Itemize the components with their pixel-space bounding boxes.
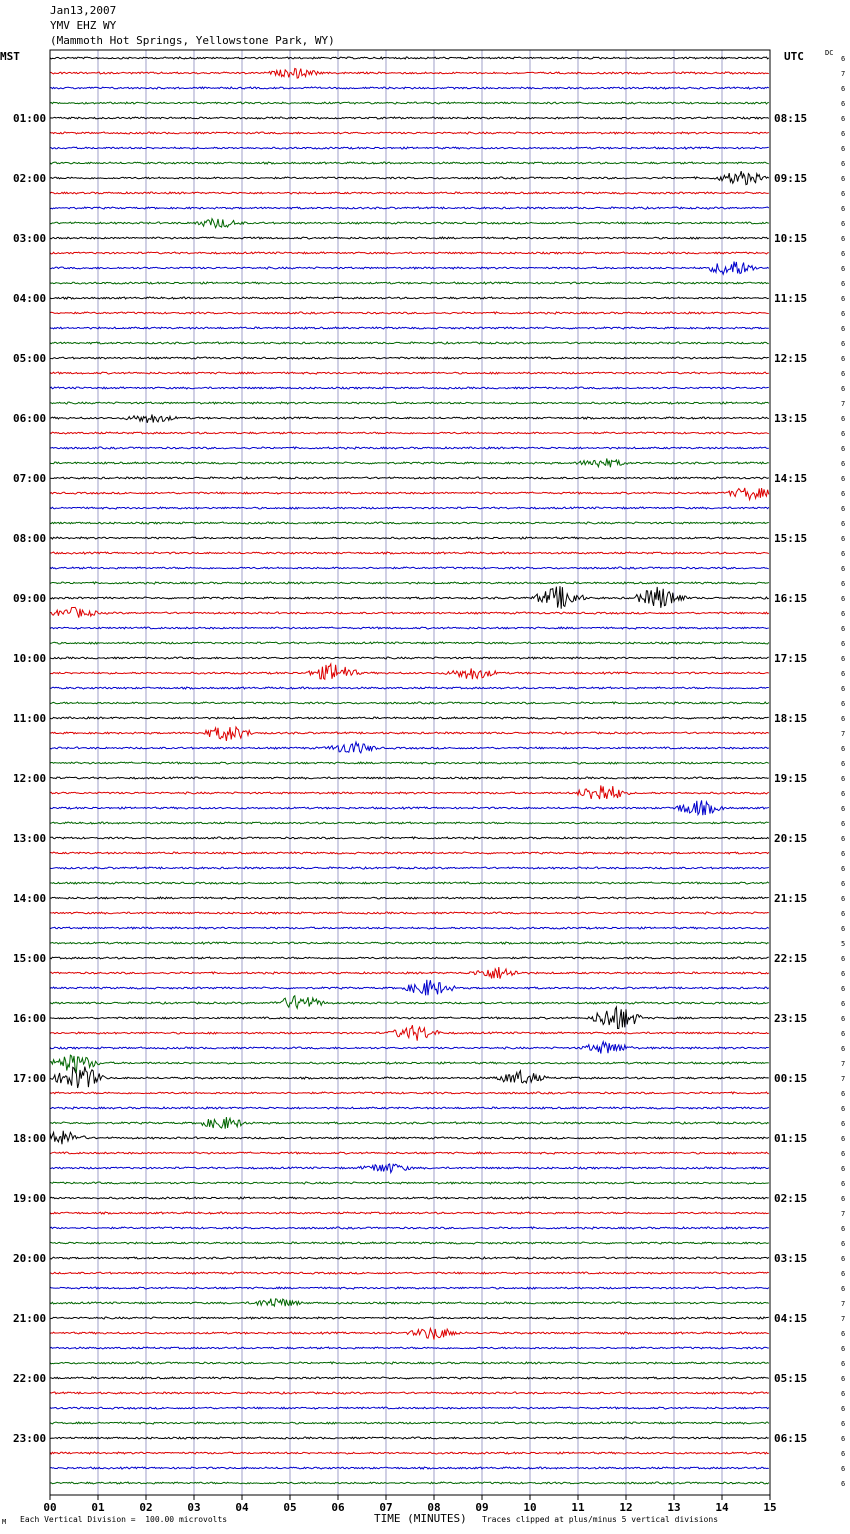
dc-value: 6	[841, 865, 846, 873]
seismic-trace-row	[50, 447, 769, 449]
dc-value: 6	[841, 805, 846, 813]
dc-value: 6	[841, 610, 846, 618]
dc-value: 6	[841, 640, 846, 648]
dc-value: 6	[841, 190, 846, 198]
dc-value: 6	[841, 1405, 846, 1413]
seismic-trace-row	[50, 1067, 769, 1088]
utc-hour-label: 03:15	[774, 1252, 808, 1265]
seismic-trace-row	[50, 522, 769, 524]
seismic-trace-row	[50, 262, 769, 275]
mst-hour-label: 07:00	[13, 472, 47, 485]
dc-value: 6	[841, 655, 846, 663]
dc-value: 6	[841, 1165, 846, 1173]
station-name: YMV EHZ WY	[50, 19, 117, 32]
dc-value: 6	[841, 595, 846, 603]
seismic-trace-row	[50, 207, 769, 209]
seismic-trace-row	[50, 1025, 769, 1040]
seismic-trace-row	[50, 837, 769, 839]
seismic-trace-row	[50, 942, 769, 944]
utc-hour-label: 05:15	[774, 1372, 808, 1385]
seismic-trace-row	[50, 1117, 769, 1129]
dc-value: 6	[841, 670, 846, 678]
dc-value: 6	[841, 205, 846, 213]
mst-hour-label: 01:00	[13, 112, 47, 125]
mst-hour-label: 18:00	[13, 1132, 47, 1145]
dc-value: 6	[841, 430, 846, 438]
dc-value: 6	[841, 1240, 846, 1248]
dc-value: 6	[841, 850, 846, 858]
dc-value: 6	[841, 910, 846, 918]
dc-value: 6	[841, 790, 846, 798]
dc-value: 6	[841, 370, 846, 378]
dc-value: 6	[841, 145, 846, 153]
seismic-trace-row	[50, 117, 769, 119]
seismic-trace-row	[50, 402, 769, 404]
dc-value: 6	[841, 985, 846, 993]
utc-hour-label: 23:15	[774, 1012, 808, 1025]
seismic-trace-row	[50, 171, 769, 185]
seismic-trace-row	[50, 1242, 769, 1244]
seismic-trace-row	[50, 742, 769, 753]
seismic-trace-row	[50, 1164, 769, 1173]
x-tick-label: 00	[43, 1501, 57, 1514]
clip-note: Traces clipped at plus/minus 5 vertical divisions	[482, 1515, 719, 1524]
dc-value: 5	[841, 940, 846, 948]
dc-value: 6	[841, 1225, 846, 1233]
seismic-trace-row	[50, 252, 769, 254]
mst-hour-label: 05:00	[13, 352, 47, 365]
seismic-trace-row	[50, 657, 769, 659]
seismic-trace-row	[50, 717, 769, 719]
seismic-trace-row	[50, 1299, 769, 1307]
seismic-trace-row	[50, 852, 769, 854]
dc-value: 6	[841, 310, 846, 318]
x-tick-label: 01	[91, 1501, 105, 1514]
seismic-trace-row	[50, 867, 769, 869]
x-tick-label: 09	[475, 1501, 489, 1514]
dc-value: 6	[841, 1375, 846, 1383]
utc-hour-label: 19:15	[774, 772, 808, 785]
seismic-trace-row	[50, 1197, 769, 1199]
dc-value: 6	[841, 895, 846, 903]
dc-value: 6	[841, 775, 846, 783]
mst-hour-label: 10:00	[13, 652, 47, 665]
dc-value: 6	[841, 715, 846, 723]
dc-value: 6	[841, 1000, 846, 1008]
seismic-trace-row	[50, 372, 769, 374]
dc-value: 6	[841, 355, 846, 363]
seismic-trace-row	[50, 664, 769, 679]
mst-hour-label: 04:00	[13, 292, 47, 305]
dc-value: 6	[841, 1480, 846, 1488]
seismic-trace-row	[50, 1042, 769, 1054]
seismic-trace-row	[50, 1482, 769, 1484]
x-tick-label: 05	[283, 1501, 297, 1514]
dc-value: 7	[841, 1300, 846, 1308]
seismic-trace-row	[50, 219, 769, 228]
dc-value: 7	[841, 70, 846, 78]
seismic-trace-row	[50, 1347, 769, 1349]
utc-hour-label: 20:15	[774, 832, 808, 845]
dc-value: 6	[841, 1015, 846, 1023]
seismic-trace-row	[50, 132, 769, 134]
dc-value: 6	[841, 460, 846, 468]
seismic-trace-row	[50, 1131, 769, 1145]
seismic-trace-row	[50, 897, 769, 899]
dc-value: 7	[841, 400, 846, 408]
seismic-trace-row	[50, 357, 769, 359]
seismic-trace-row	[50, 627, 769, 629]
seismic-trace-row	[50, 68, 769, 78]
x-tick-label: 06	[331, 1501, 345, 1514]
dc-value: 6	[841, 685, 846, 693]
seismic-trace-row	[50, 432, 769, 434]
dc-value: 6	[841, 1360, 846, 1368]
dc-value: 6	[841, 700, 846, 708]
mst-hour-label: 17:00	[13, 1072, 47, 1085]
x-tick-label: 15	[763, 1501, 777, 1514]
dc-value: 6	[841, 445, 846, 453]
dc-value: 6	[841, 580, 846, 588]
seismic-trace-row	[50, 1272, 769, 1274]
dc-value: 6	[841, 100, 846, 108]
seismic-trace-row	[50, 687, 769, 689]
dc-value: 6	[841, 1150, 846, 1158]
mst-axis-title: MST	[0, 50, 20, 63]
dc-value: 7	[841, 1315, 846, 1323]
seismic-trace-row	[50, 607, 769, 617]
seismic-trace-row	[50, 552, 769, 554]
mst-hour-label: 20:00	[13, 1252, 47, 1265]
dc-value: 6	[841, 520, 846, 528]
dc-value: 6	[841, 1180, 846, 1188]
dc-value: 6	[841, 745, 846, 753]
seismic-trace-row	[50, 477, 769, 479]
utc-hour-label: 21:15	[774, 892, 808, 905]
utc-hour-label: 02:15	[774, 1192, 808, 1205]
mst-hour-label: 16:00	[13, 1012, 47, 1025]
seismic-trace-row	[50, 642, 769, 644]
seismic-traces	[50, 57, 769, 1484]
mst-hour-label: 09:00	[13, 592, 47, 605]
seismic-trace-row	[50, 162, 769, 164]
seismic-trace-row	[50, 537, 769, 539]
seismic-trace-row	[50, 967, 769, 979]
mst-hour-label: 08:00	[13, 532, 47, 545]
dc-label: DC	[825, 49, 834, 57]
seismic-trace-row	[50, 147, 769, 149]
scale-note: Each Vertical Division = 100.00 microvolts	[20, 1515, 228, 1524]
station-location: (Mammoth Hot Springs, Yellowstone Park, WY)	[50, 34, 335, 47]
x-axis-label: TIME (MINUTES)	[374, 1512, 467, 1525]
mst-hour-label: 12:00	[13, 772, 47, 785]
dc-value: 6	[841, 820, 846, 828]
utc-hour-label: 22:15	[774, 952, 808, 965]
seismic-trace-row	[50, 567, 769, 569]
seismic-trace-row	[50, 87, 769, 89]
dc-value: 7	[841, 730, 846, 738]
dc-value: 6	[841, 475, 846, 483]
seismic-trace-row	[50, 822, 769, 824]
seismic-trace-row	[50, 102, 769, 104]
dc-value: 6	[841, 1450, 846, 1458]
x-tick-label: 07	[379, 1501, 393, 1514]
seismic-trace-row	[50, 727, 769, 741]
dc-value: 6	[841, 1135, 846, 1143]
seismic-trace-row	[50, 297, 769, 299]
seismic-trace-row	[50, 1212, 769, 1214]
x-tick-label: 14	[715, 1501, 729, 1514]
dc-value: 7	[841, 1060, 846, 1068]
dc-value: 6	[841, 385, 846, 393]
mst-hour-label: 13:00	[13, 832, 47, 845]
utc-hour-label: 00:15	[774, 1072, 808, 1085]
dc-value: 6	[841, 1435, 846, 1443]
x-tick-label: 11	[571, 1501, 585, 1514]
dc-value: 6	[841, 415, 846, 423]
utc-hour-label: 09:15	[774, 172, 808, 185]
seismic-trace-row	[50, 1055, 769, 1072]
corner-mark: M	[2, 1518, 7, 1526]
dc-value: 7	[841, 1210, 846, 1218]
dc-value: 6	[841, 565, 846, 573]
dc-value: 6	[841, 1105, 846, 1113]
dc-value: 6	[841, 325, 846, 333]
utc-hour-label: 04:15	[774, 1312, 808, 1325]
seismic-trace-row	[50, 1317, 769, 1319]
dc-value: 6	[841, 1330, 846, 1338]
mst-hour-label: 15:00	[13, 952, 47, 965]
seismic-trace-row	[50, 1257, 769, 1259]
seismic-trace-row	[50, 777, 769, 779]
seismic-trace-row	[50, 1392, 769, 1394]
dc-value: 6	[841, 235, 846, 243]
dc-value: 6	[841, 1270, 846, 1278]
seismic-trace-row	[50, 980, 769, 996]
mst-hour-label: 21:00	[13, 1312, 47, 1325]
dc-value: 6	[841, 550, 846, 558]
utc-hour-label: 11:15	[774, 292, 808, 305]
seismic-trace-row	[50, 192, 769, 194]
dc-value: 6	[841, 1345, 846, 1353]
seismic-trace-row	[50, 882, 769, 884]
dc-value: 6	[841, 505, 846, 513]
dc-value: 6	[841, 340, 846, 348]
mst-hour-label: 06:00	[13, 412, 47, 425]
dc-value: 6	[841, 1390, 846, 1398]
seismic-trace-row	[50, 57, 769, 59]
x-tick-label: 12	[619, 1501, 633, 1514]
mst-hour-label: 14:00	[13, 892, 47, 905]
dc-value: 6	[841, 250, 846, 258]
seismic-trace-row	[50, 312, 769, 314]
utc-hour-label: 06:15	[774, 1432, 808, 1445]
seismic-trace-row	[50, 387, 769, 389]
dc-value: 6	[841, 835, 846, 843]
x-tick-label: 10	[523, 1501, 537, 1514]
seismic-trace-row	[50, 957, 769, 959]
seismic-trace-row	[50, 1182, 769, 1184]
dc-value: 6	[841, 265, 846, 273]
utc-axis-title: UTC	[784, 50, 804, 63]
utc-hour-label: 18:15	[774, 712, 808, 725]
mst-hour-label: 02:00	[13, 172, 47, 185]
dc-value: 6	[841, 880, 846, 888]
dc-value: 6	[841, 1255, 846, 1263]
dc-value: 6	[841, 1090, 846, 1098]
seismic-trace-row	[50, 342, 769, 344]
seismic-trace-row	[50, 1377, 769, 1379]
x-tick-label: 08	[427, 1501, 441, 1514]
seismic-trace-row	[50, 1452, 769, 1454]
seismic-trace-row	[50, 1287, 769, 1289]
utc-hour-label: 15:15	[774, 532, 808, 545]
dc-value: 6	[841, 490, 846, 498]
seismic-trace-row	[50, 237, 769, 239]
seismic-trace-row	[50, 586, 769, 609]
seismic-trace-row	[50, 507, 769, 509]
seismic-trace-row	[50, 327, 769, 329]
seismic-trace-row	[50, 912, 769, 914]
seismic-trace-row	[50, 785, 769, 799]
utc-hour-label: 10:15	[774, 232, 808, 245]
dc-value: 6	[841, 760, 846, 768]
dc-value: 6	[841, 1030, 846, 1038]
plot-date: Jan13,2007	[50, 4, 117, 17]
seismic-trace-row	[50, 582, 769, 584]
x-tick-label: 03	[187, 1501, 201, 1514]
seismic-trace-row	[50, 414, 769, 422]
x-tick-label: 04	[235, 1501, 249, 1514]
dc-value: 6	[841, 55, 846, 63]
seismic-trace-row	[50, 488, 769, 500]
dc-value: 6	[841, 220, 846, 228]
dc-value: 6	[841, 625, 846, 633]
dc-value: 6	[841, 925, 846, 933]
dc-value: 6	[841, 295, 846, 303]
seismic-trace-row	[50, 1362, 769, 1364]
seismic-trace-row	[50, 1422, 769, 1424]
dc-value: 6	[841, 1120, 846, 1128]
utc-hour-label: 16:15	[774, 592, 808, 605]
seismic-trace-row	[50, 800, 769, 815]
utc-hour-label: 01:15	[774, 1132, 808, 1145]
seismic-trace-row	[50, 1007, 769, 1029]
seismic-trace-row	[50, 458, 769, 467]
mst-hour-label: 03:00	[13, 232, 47, 245]
seismic-trace-row	[50, 1092, 769, 1094]
seismic-trace-row	[50, 1107, 769, 1109]
dc-value: 6	[841, 130, 846, 138]
seismic-trace-row	[50, 1328, 769, 1339]
dc-value: 6	[841, 955, 846, 963]
seismic-trace-row	[50, 927, 769, 929]
mst-hour-label: 22:00	[13, 1372, 47, 1385]
seismic-trace-row	[50, 282, 769, 284]
axis-labels	[13, 55, 845, 1514]
dc-value: 6	[841, 115, 846, 123]
dc-value: 6	[841, 535, 846, 543]
dc-value: 6	[841, 1285, 846, 1293]
seismic-trace-row	[50, 1467, 769, 1469]
dc-value: 6	[841, 280, 846, 288]
dc-value: 6	[841, 175, 846, 183]
utc-hour-label: 12:15	[774, 352, 808, 365]
dc-value: 6	[841, 85, 846, 93]
utc-hour-label: 14:15	[774, 472, 808, 485]
x-tick-label: 02	[139, 1501, 153, 1514]
dc-value: 7	[841, 1075, 846, 1083]
dc-value: 6	[841, 1420, 846, 1428]
utc-hour-label: 13:15	[774, 412, 808, 425]
seismic-trace-row	[50, 996, 769, 1009]
dc-value: 6	[841, 160, 846, 168]
mst-hour-label: 11:00	[13, 712, 47, 725]
seismic-trace-row	[50, 762, 769, 764]
seismic-trace-row	[50, 1227, 769, 1229]
dc-value: 6	[841, 1045, 846, 1053]
mst-hour-label: 23:00	[13, 1432, 47, 1445]
utc-hour-label: 08:15	[774, 112, 808, 125]
dc-value: 6	[841, 970, 846, 978]
dc-value: 6	[841, 1195, 846, 1203]
seismic-trace-row	[50, 1407, 769, 1409]
dc-value: 6	[841, 1465, 846, 1473]
seismic-trace-row	[50, 702, 769, 704]
mst-hour-label: 19:00	[13, 1192, 47, 1205]
x-tick-label: 13	[667, 1501, 681, 1514]
utc-hour-label: 17:15	[774, 652, 808, 665]
seismic-trace-row	[50, 1152, 769, 1154]
seismic-trace-row	[50, 1437, 769, 1439]
